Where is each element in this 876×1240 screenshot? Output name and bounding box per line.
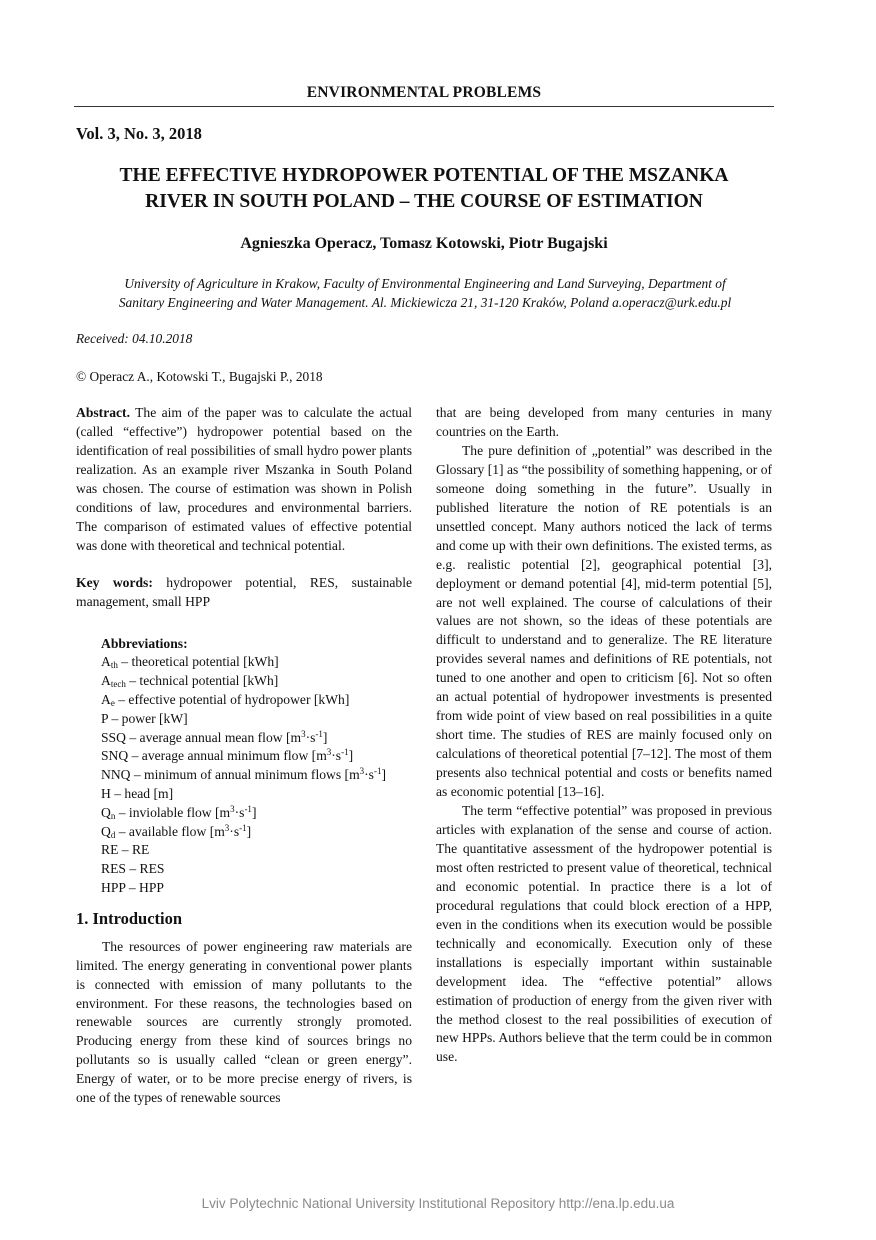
- abbreviation-item: HPP – HPP: [101, 879, 164, 895]
- received-date: Received: 04.10.2018: [76, 331, 193, 346]
- abbreviation-item: NNQ – minimum of annual minimum flows $[m^3\cdot s^{-1}]$: [101, 766, 387, 783]
- abbreviation-item: $Q_d$ – available flow $[m^3\cdot s^{-1}]$: [101, 822, 252, 840]
- left-column: [76, 404, 412, 1108]
- section-heading: 1. Introduction: [76, 908, 183, 928]
- copyright: © Operacz A., Kotowski T., Bugajski P., 2018: [76, 369, 323, 384]
- volume-info: Vol. 3, No. 3, 2018: [76, 124, 202, 143]
- abstract: [76, 404, 412, 556]
- repository-footer: Lviv Polytechnic National University Institutional Repository http://ena.lp.edu.ua: [201, 1196, 675, 1211]
- abbreviation-item: $A_e$ – effective potential of hydropower [kWh]: [101, 691, 350, 708]
- abbreviations: [101, 635, 412, 898]
- journal-header: ENVIRONMENTAL PROBLEMS: [74, 84, 774, 107]
- abbreviation-item: P – power [kW]: [101, 710, 188, 726]
- abbreviation-item: SNQ – average annual minimum flow $[m^3\cdot s^{-1}]$: [101, 747, 354, 764]
- paragraph: The resources of power engineering raw materials are limited. The energy generating in conventional power plants is connected with emission of many pollutants to the environment. For these reasons, the technologies based on renewable sources are currently strongly promoted. Producing energy from these kind of sources brings no pollutants so is usually called “clean or green energy”. Energy of water, or to be more precise energy of rivers, is one of the types of renewable sources: [76, 938, 412, 1106]
- keywords: [76, 574, 412, 612]
- abbreviation-item: $A_{tech}$ – technical potential [kWh]: [101, 673, 279, 690]
- affiliation: [80, 275, 770, 312]
- abbreviation-item: SSQ – average annual mean flow $[m^3\cdot s^{-1}]$: [101, 728, 328, 745]
- paragraph: The pure definition of „potential” was described in the Glossary [1] as “the possibility of something happening, or of someone doing something in the future”. Usually in published literature the notion of RE potentials is an unsettled concept. Many authors noticed the lack of terms and come up with their own definitions. The existed terms, as e.g. realistic potential [2], geographical potential [3], deployment or demand potential [4], mid-term potential [5], are not well explained. The course of calculations of their values are not shown, so the ideas of these potentials are difficult to understand and to generalize. The RE literature provides several names and definitions of RE potentials, not tuned to one another and open to criticism [6]. Not so often an actual potential of hydropower investments is presented from wide point of view based on real possibilities in a quite short time. The studies of RES are mainly focused only on calculations of theoretical potential [7–12]. The most of them presents also technical potential and costs or benefits named as economic potential [13–16].: [436, 442, 773, 800]
- abbreviation-item: RE – RE: [101, 842, 150, 858]
- paper-title: [74, 163, 774, 215]
- paragraph: that are being developed from many centuries in many countries on the Earth.: [436, 405, 772, 439]
- abstract-label: Abstract.: [76, 405, 130, 420]
- title-line: THE EFFECTIVE HYDROPOWER POTENTIAL OF THE MSZANKA: [119, 165, 729, 186]
- title-line: RIVER IN SOUTH POLAND – THE COURSE OF ESTIMATION: [145, 191, 703, 212]
- affiliation-line: University of Agriculture in Krakow, Faculty of Environmental Engineering and Land Surveying, Department of: [124, 276, 726, 291]
- keywords-label: Key words:: [76, 574, 153, 590]
- keywords-text: hydropower potential, RES, sustainable management, small HPP: [76, 574, 412, 609]
- affiliation-line: Sanitary Engineering and Water Management. Al. Mickiewicza 21, 31-120 Kraków, Poland a.operacz@urk.edu.pl: [118, 294, 732, 310]
- authors: Agnieszka Operacz, Tomasz Kotowski, Piotr Bugajski: [240, 235, 608, 252]
- abbreviation-item: $Q_n$ – inviolable flow $[m^3\cdot s^{-1}]$: [101, 803, 257, 821]
- paragraph: The term “effective potential” was proposed in previous articles with explanation of the sense and course of action. The quantitative assessment of the hydropower potential is most often restricted to present value of theoretical, technical and economic potential. In practice there is a lot of procedural regulations that could block erection of a HPP, even in the conditions when its execution would be possible technically and economically. Execution only of these installations is especially important within sustainable development idea. The “effective potential” allows estimation of production of energy from the given river with the method closest to the real possibilities of execution of new HPPs. Authors believe that the term could be in common use.: [436, 803, 772, 1065]
- abbreviation-item: $A_{th}$ – theoretical potential [kWh]: [101, 654, 279, 671]
- abbreviation-item: RES – RES: [101, 861, 165, 877]
- right-column: [436, 404, 772, 1067]
- abstract-text: The aim of the paper was to calculate the actual (called “effective”) hydropower potential based on the identification of real possibilities of small hydro power plants realization. As an example river Mszanka in South Poland was chosen. The course of estimation was shown in Polish conditions of law, procedures and environmental barriers. The comparison of estimated values of effective potential was done with theoretical and technical potential.: [76, 405, 412, 553]
- abbreviations-title: Abbreviations:: [101, 635, 188, 651]
- abbreviation-item: H – head [m]: [101, 785, 174, 801]
